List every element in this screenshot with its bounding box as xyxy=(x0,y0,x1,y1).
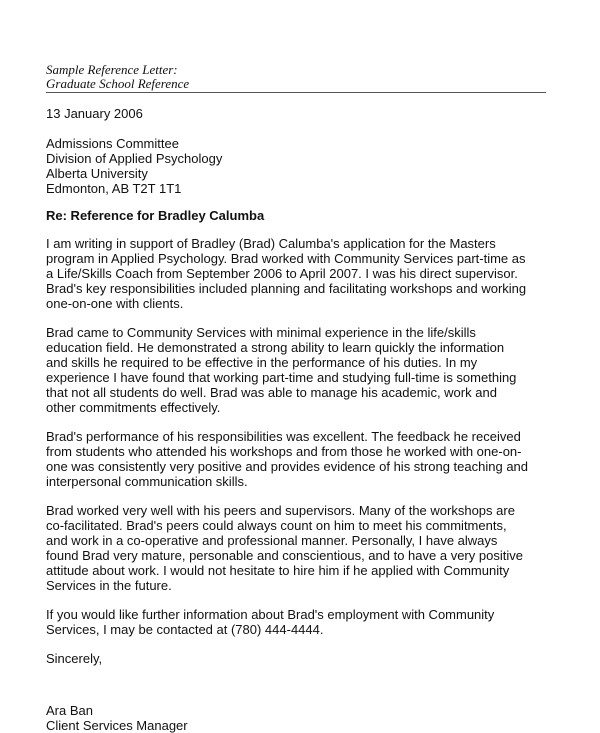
paragraph-1: I am writing in support of Bradley (Brad) Calumba's application for the Masters program in Applied Psychology. Brad worked with Community Services part-time as a Life/Skills Coach from September 2006 to April 2007. I was his direct supervisor. Brad's key responsibilities included planning and facilitating workshops and working one-on-one with clients. xyxy=(46,236,527,311)
address-line: Admissions Committee xyxy=(46,136,179,151)
paragraph-5: If you would like further information about Brad's employment with Community Services, I may be contacted at (780) 444-4444. xyxy=(46,607,495,637)
header-divider xyxy=(46,92,546,93)
address-line: Edmonton, AB T2T 1T1 xyxy=(46,181,182,196)
closing: Sincerely, xyxy=(46,651,103,666)
paragraph-3: Brad's performance of his responsibilities was excellent. The feedback he received from students who attended his workshops and from those he worked with one-on- one was consistently very positive and provides evidence of his strong teaching and interpersonal communication skills. xyxy=(46,429,529,489)
signature-block xyxy=(46,703,556,733)
signer-title: Client Services Manager xyxy=(46,718,188,733)
paragraph-2: Brad came to Community Services with minimal experience in the life/skills education field. He demonstrated a strong ability to learn quickly the information and skills he required to be effective in the performance of his duties. In my experience I have found that working part-time and studying full-time is something that not all students do well. Brad was able to manage his academic, work and other commitments effectively. xyxy=(46,325,517,415)
paragraph-4: Brad worked very well with his peers and supervisors. Many of the workshops are co-facilitated. Brad's peers could always count on him to meet his commitments, and work in a co-operative and professional manner. Personally, I have always found Brad very mature, personable and conscientious, and to have a very positive attitude about work. I would not hesitate to hire him if he applied with Community Services in the future. xyxy=(46,503,523,593)
address-line: Alberta University xyxy=(46,166,148,181)
header-line-1: Sample Reference Letter: xyxy=(46,62,178,77)
document-header xyxy=(46,63,189,91)
recipient-address xyxy=(46,136,556,196)
header-line-2: Graduate School Reference xyxy=(46,76,190,91)
address-line: Division of Applied Psychology xyxy=(46,151,223,166)
letter-date: 13 January 2006 xyxy=(46,106,143,121)
letter-body xyxy=(46,106,556,733)
subject-line: Re: Reference for Bradley Calumba xyxy=(46,208,265,223)
signer-name: Ara Ban xyxy=(46,703,93,718)
